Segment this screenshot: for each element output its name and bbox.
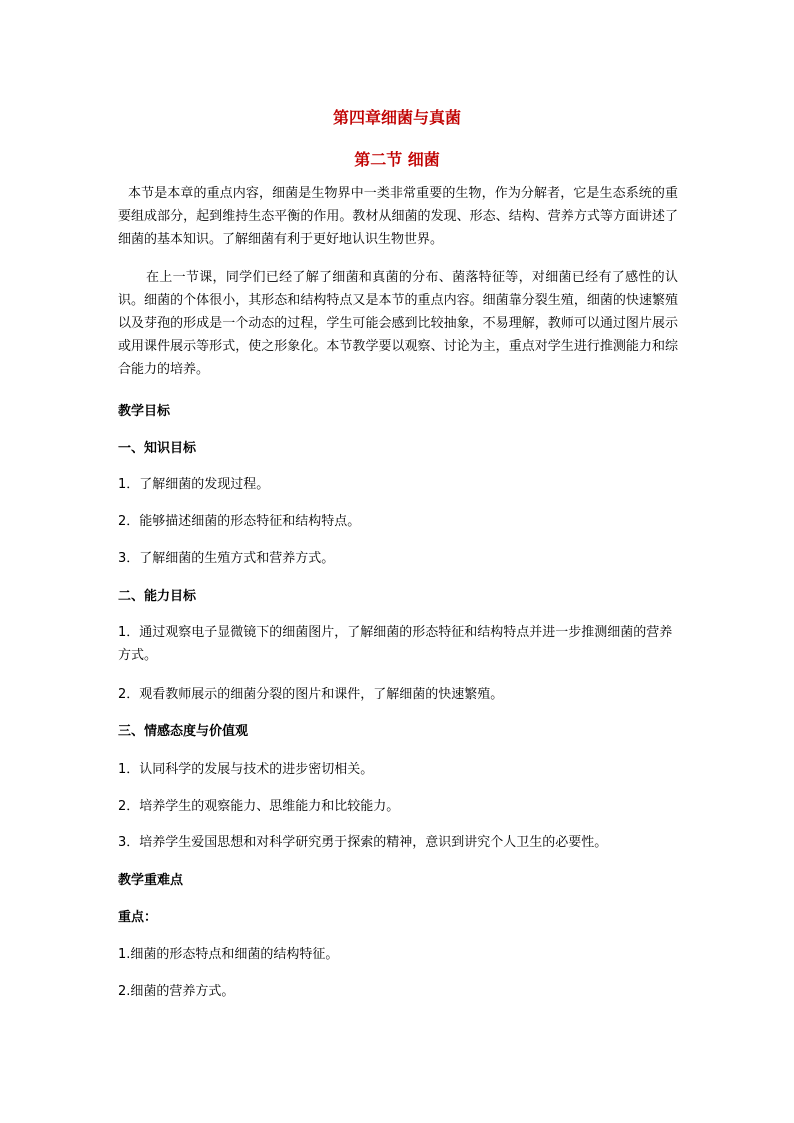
ability-item-2: 2．观看教师展示的细菌分裂的图片和课件，了解细菌的快速繁殖。 — [118, 687, 504, 702]
document-title: 第四章细菌与真菌 — [332, 108, 461, 127]
ability-item-1: 1．通过观察电子显微镜下的细菌图片，了解细菌的形态特征和结构特点并进一步推测细菌的营养方式。 — [118, 625, 673, 663]
focus-item-2: 2.细菌的营养方式。 — [118, 984, 235, 999]
intro-paragraph: 本节是本章的重点内容，细菌是生物界中一类非常重要的生物，作为分解者，它是生态系统的重要组成部分，起到维持生态平衡的作用。教材从细菌的发现、形态、结构、营养方式等方面讲述了细菌的基本知识。了解细菌有利于更好地认识生物世界。 — [118, 186, 678, 247]
heading-focus: 重点： — [118, 910, 158, 925]
heading-knowledge-goals: 一、知识目标 — [118, 441, 197, 456]
heading-key-difficult-points: 教学重难点 — [118, 873, 184, 888]
knowledge-item-2: 2．能够描述细菌的形态特征和结构特点。 — [118, 514, 361, 529]
knowledge-item-3: 3．了解细菌的生殖方式和营养方式。 — [118, 551, 335, 566]
emotion-item-2: 2．培养学生的观察能力、思维能力和比较能力。 — [118, 799, 400, 814]
emotion-item-1: 1．认同科学的发展与技术的进步密切相关。 — [118, 762, 374, 777]
heading-teaching-goals: 教学目标 — [118, 404, 171, 419]
section-title: 第二节 细菌 — [354, 150, 440, 169]
knowledge-item-1: 1．了解细菌的发现过程。 — [118, 477, 270, 492]
focus-item-1: 1.细菌的形态特点和细菌的结构特征。 — [118, 947, 339, 962]
emotion-item-3: 3．培养学生爱国思想和对科学研究勇于探索的精神，意识到讲究个人卫生的必要性。 — [118, 835, 608, 850]
heading-emotion-goals: 三、情感态度与价值观 — [118, 724, 249, 739]
context-paragraph: 在上一节课，同学们已经了解了细菌和真菌的分布、菌落特征等，对细菌已经有了感性的认识。细菌的个体很小，其形态和结构特点又是本节的重点内容。细菌靠分裂生殖，细菌的快速繁殖以及芽孢的形成是一个动态的过程，学生可能会感到比较抽象，不易理解，教师可以通过图片展示或用课件展示等形式，使之形象化。本节教学要以观察、讨论为主，重点对学生进行推测能力和综合能力的培养。 — [118, 270, 678, 377]
heading-ability-goals: 二、能力目标 — [118, 589, 197, 604]
